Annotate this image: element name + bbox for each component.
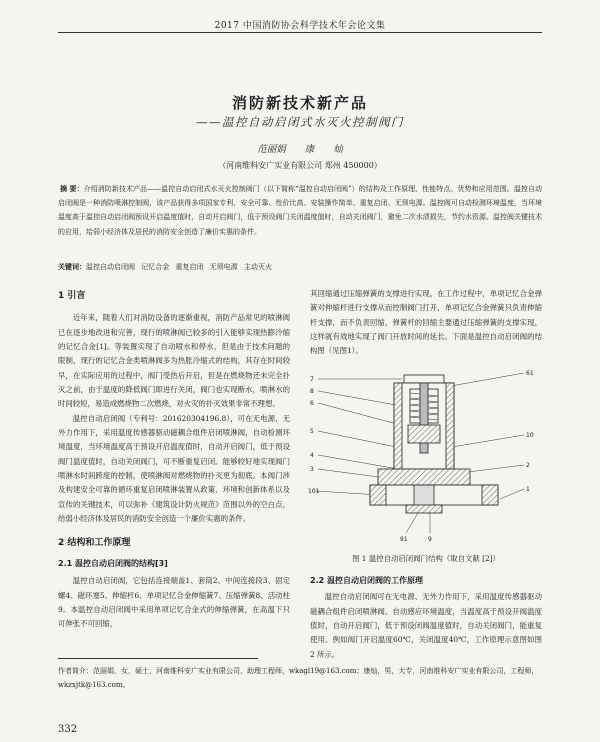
structure-paragraph: 温控自动启闭阀，它包括连接端盖1、套筒2、中间连接段3、固定螺4、磁环塞5、伸缩杆6、单项记忆合金伸缩簧7、压缩弹簧8、活动柱9。本温控自动启闭阀中采用单项记忆合金式的伸缩弹簧，在高温下只可伸张不可回缩， <box>58 576 290 629</box>
abstract-label: 摘 要： <box>60 185 84 193</box>
figure-1-caption: 图 1 温控自动启闭阀门结构（取自文献 [2]） <box>352 554 500 563</box>
authors: 范丽娟 康 灿 <box>257 144 343 155</box>
abstract <box>58 182 542 239</box>
intro-paragraph-1: 近年来，随着人们对消防设备的逐渐重视，消防产品常见的喷淋阀已在逐步地改进和完善，现行的喷淋阀已较多的引入能够实现热膨冷缩的记忆合金[1]。等装置实现了自动喷水和停水，但是由于技术问题的限制，现行的记忆合金类喷淋阀多为热胀冷缩式的结构，其存在时间较早，在实际应用的过程中，阀门受热后开启，但是在燃烧物还未完全扑灭之前，由于温度的降低阀门即进行关闭，阀门也实现断水，喷淋水的时间较短，易造成燃烧物二次燃烧，对火灾的扑灭效果非常不理想。 <box>58 313 290 409</box>
left-column <box>58 287 290 632</box>
figure-label: 6 <box>310 400 314 407</box>
abstract-text: 介绍消防新技术产品——温控自动启闭式水灭火控制阀门（以下简称“温控自动启闭阀”）的结构及工作原理、性能特点、优势和应用范围。温控自动启闭阀是一种消防喷淋控制阀，该产品获得多项国家专利，安全可靠、性价比高、安装操作简单、重复启闭、无须电源。温控阀可自动检测环境温度，当环境温度高于温控自动启闭阀预设开启温度值时，自动开启阀门，低于预设阀门关闭温度值时，自动关闭阀门，避免二次水渍损失，节约水资源。温控阀关键技术的应用，给弱小经济体及居民的消防安全创造了廉价实惠的条件。 <box>58 185 543 236</box>
section-1-heading: 1 引言 <box>58 291 86 301</box>
structure-paragraph-cont: 其回缩通过压缩弹簧的支撑进行实现，在工作过程中，单项记忆合金弹簧对伸缩杆进行支撑从而控制阀门打开，单项记忆合金弹簧只负责伸缩杆支撑，而不负责回缩，弹簧杆的回缩主要通过压缩弹簧的支撑实现，这样就有效地实现了阀门开放时间的延长。下面是温控自动启闭阀的结构图（见图1）。 <box>310 289 542 356</box>
section-2-heading: 2 结构和工作原理 <box>58 537 131 548</box>
lower-body <box>378 469 470 485</box>
intro-paragraph-2: 温控自动启闭阀（专利号：201620304196.8），可在无电源、无外力作用下，采用温度传感器驱动磁耦合组件启闭喷淋阀，自动检测环境温度，当环境温度高于预设开启温度值时，自动开启阀门，低于预设阀门温度值时，自动关闭阀门，可不断重复启闭。能够较好地实现阀门喷淋水时间跨度的控制，使喷淋阀对燃烧物的扑灭更为彻底。本阀门涉及构建安全可靠的循环重复启闭喷淋装置从政策、环境和创新体系以及宣传的关键技术，可以弥补《建筑设计防火规范》范围以外的空白点，给弱小经济体及居民的消防安全创造一个廉价实惠的条件。 <box>58 413 290 524</box>
figure-label: 61 <box>526 370 534 377</box>
figure-label: 101 <box>308 488 320 495</box>
figure-label: 10 <box>526 432 534 439</box>
page-number: 332 <box>58 724 78 735</box>
footnote-rule <box>58 658 258 659</box>
figure-label: 7 <box>310 376 314 383</box>
keywords <box>58 262 542 272</box>
figure-label: 8 <box>310 388 314 395</box>
paper-subtitle: ——温控自动启闭式水灭火控制阀门 <box>196 115 404 129</box>
figure-label: 4 <box>310 452 314 459</box>
section-2-2-heading: 2.2 温控自动启闭阀的工作原理 <box>310 576 423 585</box>
author-footnote: 作者简介：范丽娟，女，硕士，河南维科安广实业有限公司，助理工程师，wkagl19@163.com；康灿，男，大专，河南维科安广实业有限公司，工程师，wkzxjtk@163.com。 <box>58 667 539 689</box>
keywords-text: 温控自动启闭阀 记忆合金 重复启闭 无须电源 主动灭火 <box>86 263 272 271</box>
figure-label: 91 <box>400 536 408 543</box>
figure-label: 3 <box>310 466 314 473</box>
figure-label: 5 <box>310 428 314 435</box>
paper-title: 消防新技术新产品 <box>231 94 368 112</box>
running-head: 2017 中国消防协会科学技术年会论文集 <box>214 21 386 31</box>
header-rule <box>58 32 542 33</box>
valve-structure-figure <box>310 365 542 550</box>
figure-label: 2 <box>526 462 530 469</box>
figure-label: 1 <box>526 486 530 493</box>
section-2-1-heading: 2.1 温控自动启闭阀的结构[3] <box>58 558 168 568</box>
top-cap <box>404 375 444 383</box>
working-principle-paragraph: 温控自动启闭阀可在无电源、无外力作用下，采用温度传感器驱动磁耦合组件启闭喷淋阀。自动感应环境温度，当温度高于预设开阀温度值时，自动开启阀门，低于预设闭阀温度值时，自动关闭阀门，能重复使用。例如阀门开启温度60℃，关闭温度40℃，工作原理示意图如图 2 所示。 <box>310 592 542 659</box>
keywords-label: 关键词： <box>58 263 86 271</box>
figure-label: 9 <box>428 536 432 543</box>
right-column <box>310 287 542 359</box>
affiliation: （河南维科安广实业有限公司 郑州 450000） <box>218 161 382 170</box>
right-column-lower <box>310 574 542 662</box>
